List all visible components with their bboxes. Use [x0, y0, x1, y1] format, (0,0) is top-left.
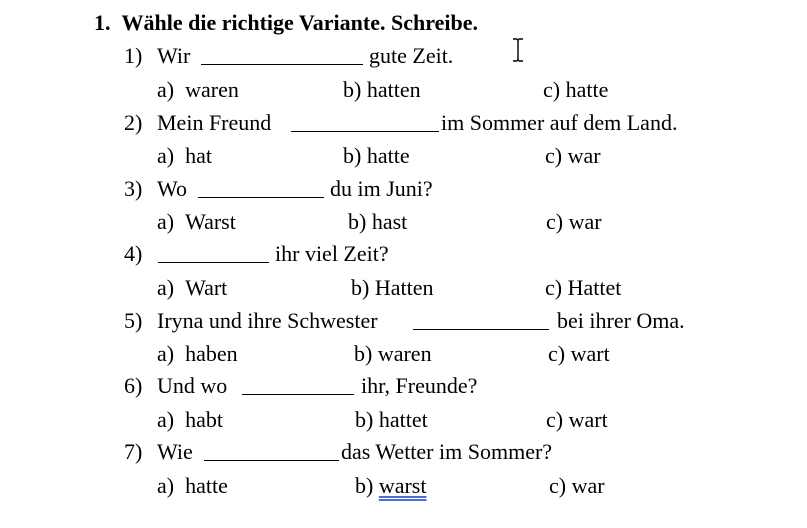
- option-b: b) Hatten: [351, 275, 434, 300]
- option-a: a) hat: [157, 143, 212, 168]
- answer-blank[interactable]: [158, 244, 269, 263]
- question-number: 3): [124, 176, 143, 201]
- question-number: 2): [124, 110, 143, 135]
- question-after-text: bei ihrer Oma.: [557, 308, 685, 333]
- answer-blank[interactable]: [413, 311, 549, 330]
- option-b: b) waren: [354, 341, 432, 366]
- question-before-text: Iryna und ihre Schwester: [157, 308, 378, 333]
- text-cursor-icon: [510, 38, 526, 62]
- question-number: 6): [124, 373, 143, 398]
- option-c: c) war: [549, 473, 605, 498]
- option-c: c) hatte: [543, 77, 609, 102]
- option-c: c) wart: [548, 341, 610, 366]
- question-after-text: im Sommer auf dem Land.: [441, 110, 678, 135]
- answer-blank[interactable]: [198, 179, 324, 198]
- question-number: 4): [124, 241, 143, 266]
- question-after-text: ihr, Freunde?: [361, 373, 478, 398]
- option-a: a) haben: [157, 341, 238, 366]
- question-after-text: ihr viel Zeit?: [275, 241, 389, 266]
- option-c: c) Hattet: [545, 275, 622, 300]
- misspelled-word[interactable]: warst: [378, 473, 427, 498]
- option-a: a) Wart: [157, 275, 228, 300]
- answer-blank[interactable]: [291, 113, 439, 132]
- question-after-text: gute Zeit.: [369, 43, 454, 68]
- option-c: c) war: [546, 209, 602, 234]
- answer-blank[interactable]: [242, 376, 354, 395]
- option-b: b) hast: [348, 209, 408, 234]
- option-b: b) hattet: [355, 407, 428, 432]
- question-after-text: das Wetter im Sommer?: [341, 439, 553, 464]
- option-b: [355, 473, 426, 499]
- answer-blank[interactable]: [204, 442, 339, 461]
- question-number: 1): [124, 43, 143, 68]
- question-before-text: Mein Freund: [157, 110, 272, 135]
- question-after-text: du im Juni?: [330, 176, 433, 201]
- question-number: 7): [124, 439, 143, 464]
- option-c: c) wart: [546, 407, 608, 432]
- option-a: a) waren: [157, 77, 239, 102]
- question-number: 5): [124, 308, 143, 333]
- option-a: a) hatte: [157, 473, 228, 498]
- option-b-label: b): [355, 473, 379, 498]
- question-before-text: Wie: [157, 439, 193, 464]
- option-b: b) hatten: [343, 77, 421, 102]
- option-a: a) habt: [157, 407, 223, 432]
- exercise-title: 1. Wähle die richtige Variante. Schreibe.: [94, 10, 478, 35]
- option-b: b) hatte: [343, 143, 410, 168]
- option-a: a) Warst: [157, 209, 236, 234]
- question-before-text: Und wo: [157, 373, 228, 398]
- answer-blank[interactable]: [201, 46, 363, 65]
- option-c: c) war: [545, 143, 601, 168]
- question-before-text: Wir: [157, 43, 191, 68]
- question-before-text: Wo: [157, 176, 188, 201]
